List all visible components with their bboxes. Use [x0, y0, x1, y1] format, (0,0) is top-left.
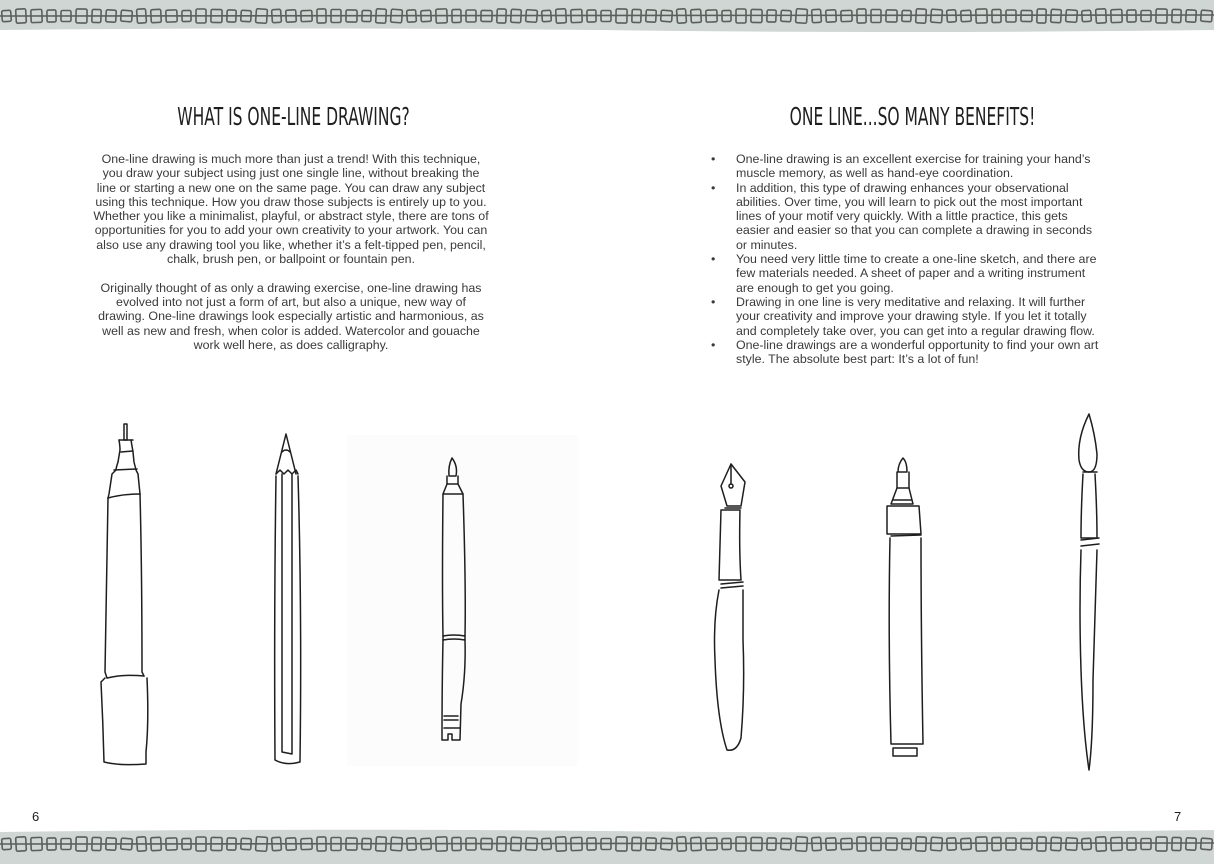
chain-border-icon — [0, 828, 1214, 864]
page-number: 7 — [1174, 809, 1182, 824]
bullet-icon: • — [711, 294, 716, 309]
paragraph: One-line drawing is much more than just a trend! With this technique, you draw your subject using just one single line, without breaking the line or starting a new one on the same page. You can draw any subject using this technique. How you draw those subjects is entirely up to you. Whether you like a minimalist, playful, or abstract style, there are tons of opportunities for you to add your own creativity to your artwork. You can also use any drawing tool you like, whether it’s a felt-tipped pen, pencil, chalk, brush pen, or ballpoint or fountain pen. — [93, 152, 489, 267]
bullet-icon: • — [711, 252, 716, 267]
list-item: • Drawing in one line is very meditative and relaxing. It will further your creativity and improve your drawing style. If you let it totally and completely take over, you can get into a regular drawing flow. — [711, 294, 1095, 338]
brush-pen-drawing — [883, 454, 933, 764]
list-item: • In addition, this type of drawing enhances your observational abilities. Over time, you will learn to pick out the most important lines of your motif very quickly. With a little practice, this gets easier and easier so that you can complete a drawing in seconds or minutes. — [711, 180, 1093, 252]
fountain-pen-drawing — [711, 460, 761, 760]
list-item: • You need very little time to create a one-line sketch, and there are few materials needed. A sheet of paper and a writing instrument are enough to get you going. — [711, 252, 1097, 295]
intro-text — [92, 152, 490, 366]
pencil-drawing — [270, 430, 310, 770]
page-heading: WHAT IS ONE-LINE DRAWING? — [177, 102, 410, 131]
list-item: • One-line drawing is an excellent exercise for training your hand’s muscle memory, as well as hand-eye coordination. — [711, 152, 1091, 181]
bullet-icon: • — [711, 180, 716, 195]
paragraph: Originally thought of as only a drawing exercise, one-line drawing has evolved into not just a form of art, but also a unique, new way of drawing. One-line drawings look especially artistic and harmonious, as well as new and fresh, when color is added. Watercolor and gouache work well here, as does calligraphy. — [98, 280, 484, 352]
list-item: • One-line drawings are a wonderful opportunity to find your own art style. The absolute best part: It’s a lot of fun! — [711, 337, 1099, 367]
bullet-icon: • — [711, 152, 716, 166]
page-heading: ONE LINE...SO MANY BENEFITS! — [789, 102, 1036, 131]
felt-tip-marker-drawing — [436, 454, 476, 744]
top-chain-border — [0, 0, 1214, 36]
paintbrush-drawing — [1071, 410, 1111, 774]
left-page — [0, 36, 607, 828]
fineliner-pen-drawing — [100, 422, 160, 772]
chain-border-icon — [0, 0, 1214, 36]
page-number: 6 — [32, 809, 40, 824]
benefits-list — [711, 152, 1103, 366]
bottom-chain-border — [0, 828, 1214, 864]
right-page — [607, 36, 1214, 828]
bullet-icon: • — [711, 337, 716, 352]
